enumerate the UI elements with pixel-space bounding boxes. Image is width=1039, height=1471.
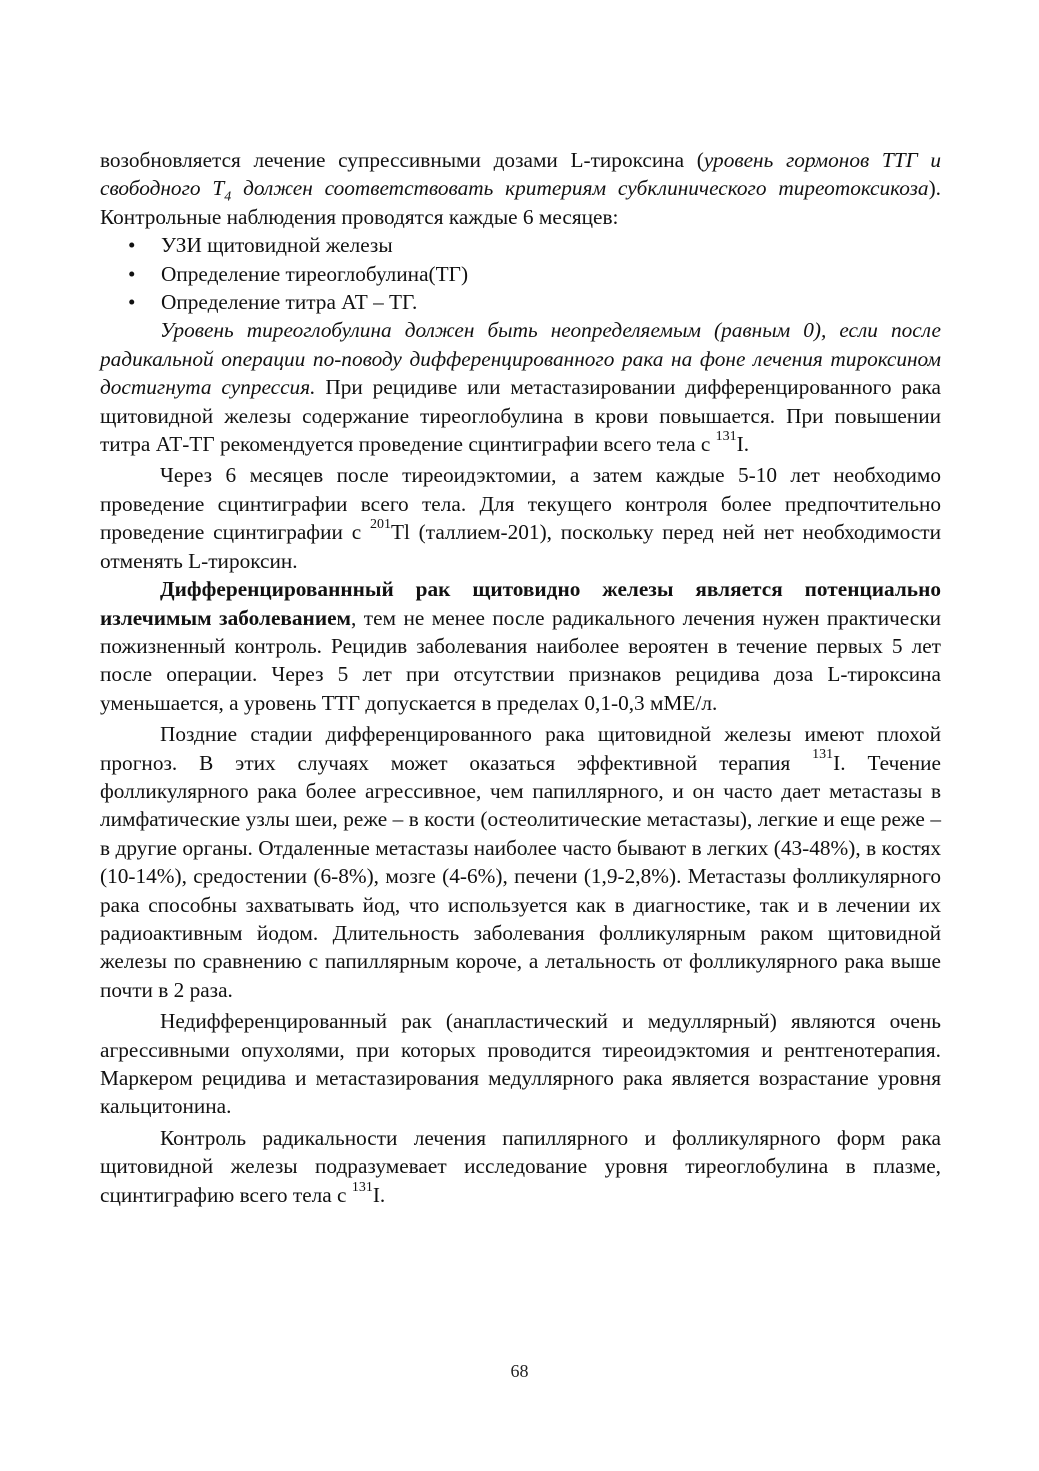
superscript: 131 — [715, 428, 737, 444]
list-item: • Определение тиреоглобулина(ТГ) — [122, 260, 941, 288]
text: Недифференцированный рак (анапластический и медуллярный) являются очень агрессивными опухолями, при которых проводится тиреоидэктомия и рентгенотерапия. Маркером рецидива и метастазирования медуллярного рака является возрастание уровня кальцитонина. — [100, 1009, 941, 1119]
paragraph-5 — [100, 720, 941, 1004]
page-number: 68 — [510, 1361, 529, 1381]
italic-text: уровень гормонов ТТГ и свободного $Т_4$ должен соответствовать критериям субклинического тиреотоксикоза — [100, 148, 941, 205]
text: , тем не менее после радикального лечения нужен практически пожизненный контроль. Рецидив заболевания наиболее вероятен в течение первых 5 лет после операции. Через 5 лет при отсутствии признаков рецидива доза L-тироксина уменьшается, а уровень ТТГ допускается в пределах 0,1-0,3 мМЕ/л. — [100, 605, 941, 715]
text: Tl (таллием-201), поскольку перед ней нет необходимости отменять L-тироксин. — [100, 520, 941, 573]
text: При рецидиве или метастазировании дифференцированного рака щитовидной железы содержание тиреоглобулина в крови повышается. При повышении титра АТ-ТГ рекомендуется проведение сцинтиграфии всего тела с — [100, 375, 941, 457]
text: ). Контрольные наблюдения проводятся каждые 6 месяцев: — [100, 176, 941, 229]
subscript: 4 — [224, 189, 232, 205]
bold-text: Дифференцированнный рак щитовидно железы является потенциально излечимым заболеванием — [100, 577, 941, 630]
paragraph-1 — [100, 146, 941, 231]
list-item: • Определение титра АТ – ТГ. — [122, 288, 941, 316]
superscript: 131 — [812, 747, 834, 763]
text: возобновляется лечение супрессивными дозами L-тироксина ( — [100, 148, 704, 172]
text: I. — [372, 1182, 386, 1207]
superscript: 201 — [369, 517, 391, 533]
document-page — [100, 146, 941, 1209]
paragraph-4 — [100, 575, 941, 717]
text: Поздние стадии дифференцированного рака щитовидной железы имеют плохой прогноз. В этих случаях может оказаться эффективной терапия — [100, 722, 941, 775]
paragraph-3 — [100, 461, 941, 575]
text: Через 6 месяцев после тиреоидэктомии, а затем каждые 5-10 лет необходимо проведение сцинтиграфии всего тела. Для текущего контроля более предпочтительно проведение сцинтиграфии с — [100, 463, 941, 545]
paragraph-7 — [100, 1124, 941, 1209]
bullet-list — [100, 231, 941, 316]
text: I. Течение фолликулярного рака более агрессивное, чем папиллярного, и он часто дает метастазы в лимфатические узлы шеи, реже – в кости (остеолитические метастазы), легкие и еще реже – в другие органы. Отдаленные метастазы наиболее часто бывают в легких (43-48%), в костях (10-14%), средостении (6-8%), мозге (4-6%), печени (1,9-2,8%). Метастазы фолликулярного рака способны захватывать йод, что используется как в диагностике, так и в лечении их радиоактивным йодом. Длительность заболевания фолликулярным раком щитовидной железы по сравнению с папиллярным короче, а летальность от фолликулярного рака выше почти в 2 раза. — [100, 750, 941, 1002]
paragraph-2 — [100, 316, 941, 458]
italic-text: Уровень тиреоглобулина должен быть неопределяемым (равным 0), если после радикальной операции по-поводу дифференцированного рака на фоне лечения тироксином достигнута супрессия. — [100, 318, 941, 400]
list-item: • УЗИ щитовидной железы — [122, 231, 941, 259]
text: Контроль радикальности лечения папиллярного и фолликулярного форм рака щитовидной железы подразумевает исследование уровня тиреоглобулина в плазме, сцинтиграфию всего тела с — [100, 1125, 941, 1207]
paragraph-6 — [100, 1007, 941, 1121]
text: I. — [736, 432, 750, 457]
superscript: 131 — [351, 1179, 373, 1195]
